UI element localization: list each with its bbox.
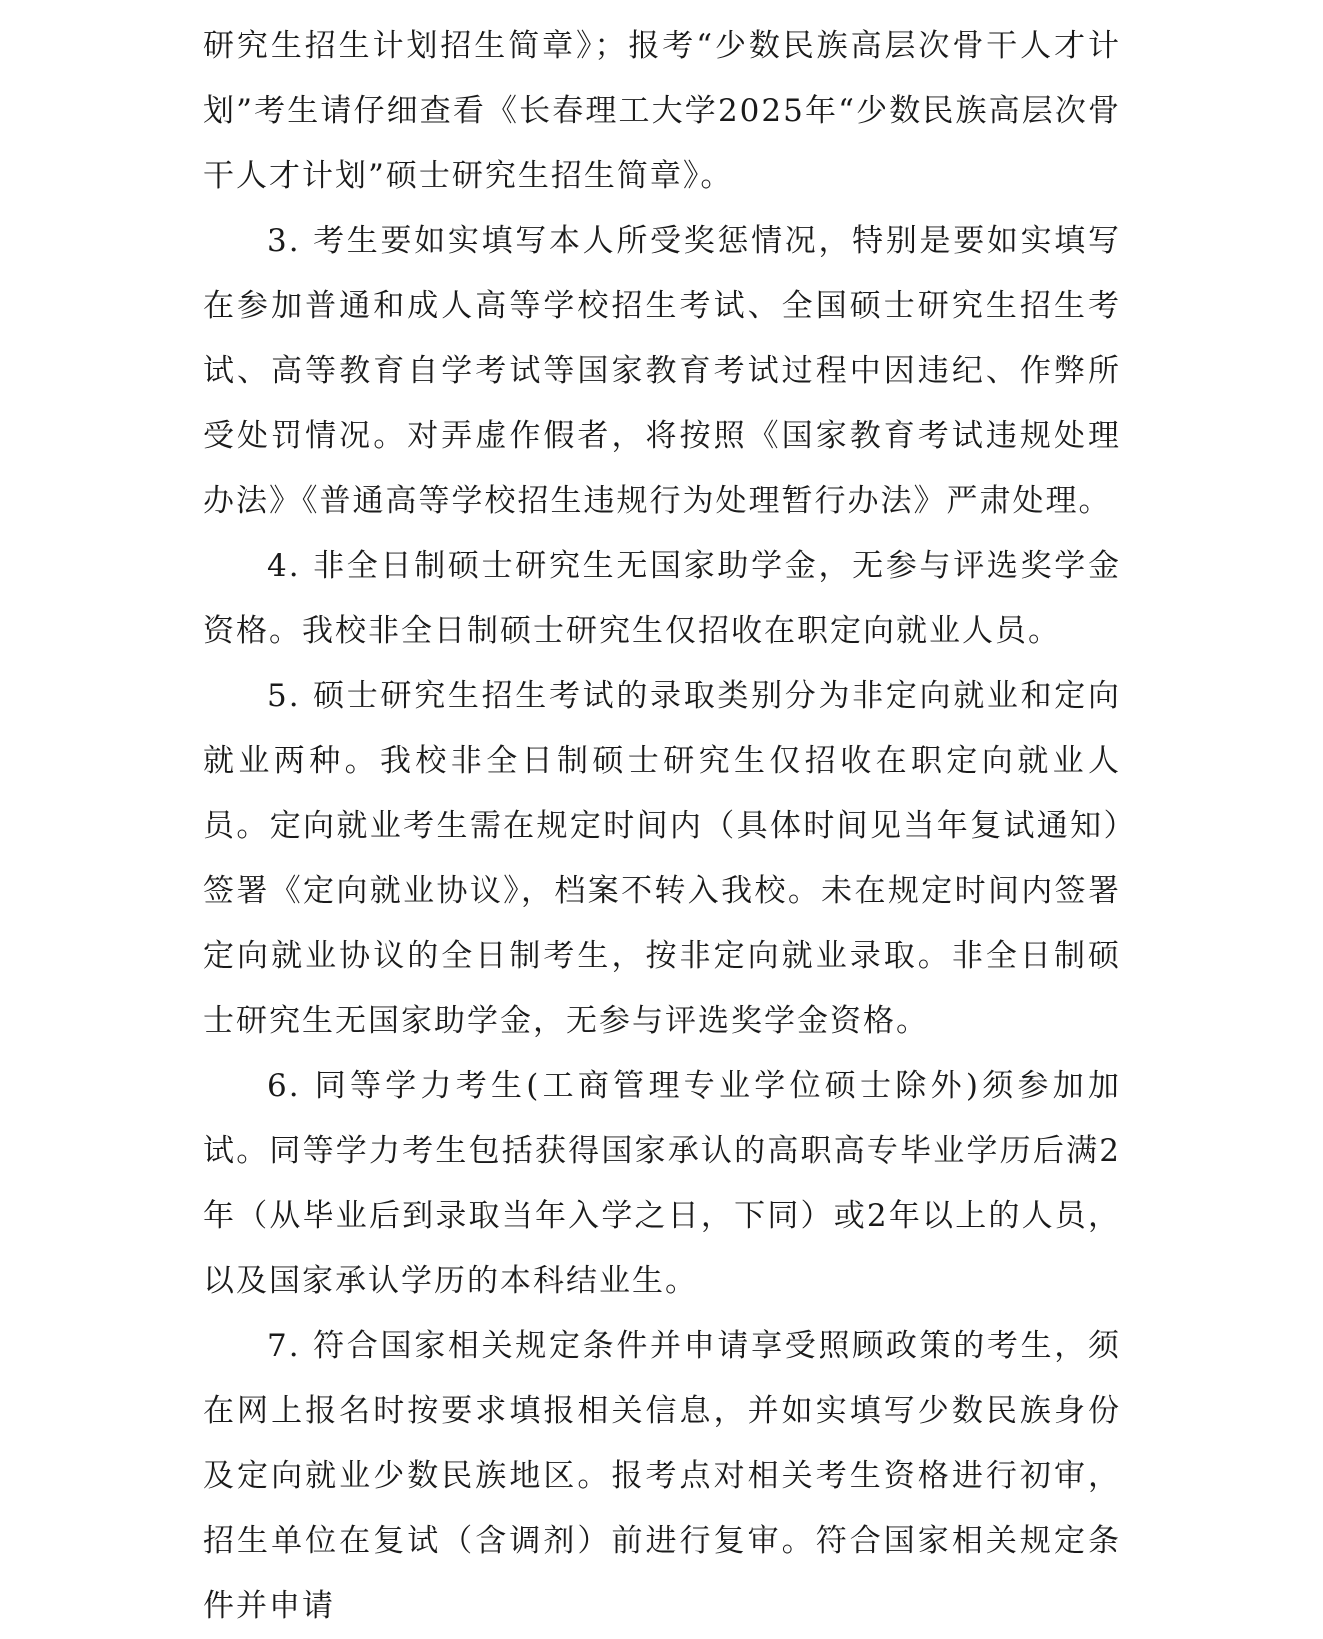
paragraph-item-6: 6. 同等学力考生(工商管理专业学位硕士除外)须参加加试。同等学力考生包括获得国家承认的高职高专毕业学历后满2年（从毕业后到录取当年入学之日，下同）或2年以上的人员，以及国家承认学历的本科结业生。 — [203, 1068, 1121, 1299]
paragraph-continuation: 研究生招生计划招生简章》；报考“少数民族高层次骨干人才计划”考生请仔细查看《长春理工大学2025年“少数民族高层次骨干人才计划”硕士研究生招生简章》。 — [203, 28, 1121, 194]
paragraph-item-7: 7. 符合国家相关规定条件并申请享受照顾政策的考生，须在网上报名时按要求填报相关信息，并如实填写少数民族身份及定向就业少数民族地区。报考点对相关考生资格进行初审，招生单位在复试（含调剂）前进行复审。符合国家相关规定条件并申请 — [203, 1328, 1121, 1624]
paragraph-item-5: 5. 硕士研究生招生考试的录取类别分为非定向就业和定向就业两种。我校非全日制硕士研究生仅招收在职定向就业人员。定向就业考生需在规定时间内（具体时间见当年复试通知）签署《定向就业协议》，档案不转入我校。未在规定时间内签署定向就业协议的全日制考生，按非定向就业录取。非全日制硕士研究生无国家助学金，无参与评选奖学金资格。 — [203, 678, 1121, 1039]
paragraph-item-4: 4. 非全日制硕士研究生无国家助学金，无参与评选奖学金资格。我校非全日制硕士研究生仅招收在职定向就业人员。 — [203, 548, 1121, 649]
document-body — [203, 14, 1121, 1639]
paragraph-item-3: 3. 考生要如实填写本人所受奖惩情况，特别是要如实填写在参加普通和成人高等学校招生考试、全国硕士研究生招生考试、高等教育自学考试等国家教育考试过程中因违纪、作弊所受处罚情况。对弄虚作假者，将按照《国家教育考试违规处理办法》《普通高等学校招生违规行为处理暂行办法》严肃处理。 — [203, 223, 1121, 519]
